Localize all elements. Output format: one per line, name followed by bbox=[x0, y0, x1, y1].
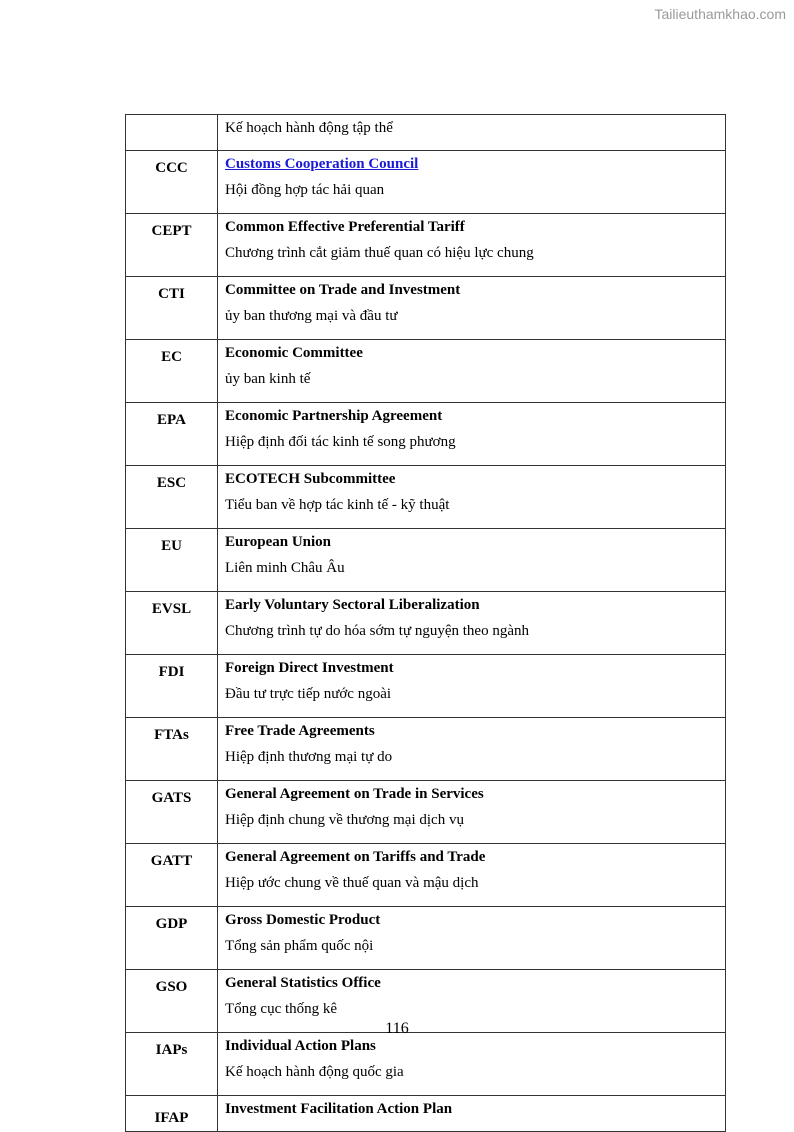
table-row bbox=[126, 907, 726, 970]
english-term: Economic Partnership Agreement bbox=[225, 408, 443, 424]
english-term: Early Voluntary Sectoral Liberalization bbox=[225, 597, 480, 613]
table-row bbox=[126, 466, 726, 529]
abbr-code: IAPs bbox=[126, 1033, 218, 1096]
table-row bbox=[126, 403, 726, 466]
table-row bbox=[126, 844, 726, 907]
english-term: General Agreement on Tariffs and Trade bbox=[225, 849, 486, 865]
vietnamese-meaning: Kế hoạch hành động quốc gia bbox=[225, 1064, 404, 1080]
vietnamese-meaning: Hiệp ước chung về thuế quan và mậu dịch bbox=[225, 875, 479, 891]
watermark: Tailieuthamkhao.com bbox=[654, 6, 786, 22]
table-row bbox=[126, 1033, 726, 1096]
vietnamese-meaning: Chương trình cắt giảm thuế quan có hiệu lực chung bbox=[225, 245, 534, 261]
table-row bbox=[126, 718, 726, 781]
english-term: Individual Action Plans bbox=[225, 1038, 376, 1054]
table-row bbox=[126, 1096, 726, 1132]
vietnamese-meaning: Tổng sản phẩm quốc nội bbox=[225, 938, 374, 954]
vietnamese-meaning: ủy ban thương mại và đầu tư bbox=[225, 308, 398, 324]
english-term: Committee on Trade and Investment bbox=[225, 282, 461, 298]
abbr-code: EU bbox=[126, 529, 218, 592]
abbr-code: GSO bbox=[126, 970, 218, 1033]
vietnamese-meaning: Đầu tư trực tiếp nước ngoài bbox=[225, 686, 392, 702]
vietnamese-meaning: Liên minh Châu Âu bbox=[225, 560, 345, 576]
vietnamese-meaning: Tiểu ban về hợp tác kinh tế - kỹ thuật bbox=[225, 497, 450, 513]
abbr-code: EC bbox=[126, 340, 218, 403]
vietnamese-meaning: Hiệp định chung về thương mại dịch vụ bbox=[225, 812, 464, 828]
abbr-code: GATT bbox=[126, 844, 218, 907]
abbr-code: CCC bbox=[126, 151, 218, 214]
vietnamese-meaning: Kế hoạch hành động tập thể bbox=[225, 120, 393, 136]
english-term: Investment Facilitation Action Plan bbox=[225, 1101, 453, 1117]
english-term: General Agreement on Trade in Services bbox=[225, 786, 484, 802]
abbr-code: EPA bbox=[126, 403, 218, 466]
vietnamese-meaning: Tổng cục thống kê bbox=[225, 1001, 338, 1017]
abbr-code: IFAP bbox=[126, 1096, 218, 1132]
english-term: Foreign Direct Investment bbox=[225, 660, 394, 676]
abbr-code: GDP bbox=[126, 907, 218, 970]
table-row bbox=[126, 115, 726, 151]
table-row bbox=[126, 151, 726, 214]
english-term: ECOTECH Subcommittee bbox=[225, 471, 396, 487]
table-row bbox=[126, 340, 726, 403]
vietnamese-meaning: Chương trình tự do hóa sớm tự nguyện theo ngành bbox=[225, 623, 529, 639]
abbr-code: ESC bbox=[126, 466, 218, 529]
vietnamese-meaning: Hiệp định đối tác kinh tế song phương bbox=[225, 434, 456, 450]
vietnamese-meaning: ủy ban kinh tế bbox=[225, 371, 311, 387]
abbr-code: EVSL bbox=[126, 592, 218, 655]
english-term: Free Trade Agreements bbox=[225, 723, 375, 739]
page-number: 116 bbox=[385, 1020, 409, 1037]
abbr-code: CTI bbox=[126, 277, 218, 340]
english-term: Gross Domestic Product bbox=[225, 912, 381, 928]
english-term: European Union bbox=[225, 534, 332, 550]
vietnamese-meaning: Hiệp định thương mại tự do bbox=[225, 749, 393, 765]
table-row bbox=[126, 655, 726, 718]
vietnamese-meaning: Hội đồng hợp tác hải quan bbox=[225, 182, 385, 198]
abbr-code: CEPT bbox=[126, 214, 218, 277]
abbr-code bbox=[126, 115, 218, 151]
table-row bbox=[126, 529, 726, 592]
table-row bbox=[126, 214, 726, 277]
table-row bbox=[126, 592, 726, 655]
table-row bbox=[126, 781, 726, 844]
english-term: Economic Committee bbox=[225, 345, 363, 361]
abbreviation-table bbox=[125, 114, 726, 1132]
abbr-code: GATS bbox=[126, 781, 218, 844]
english-term-link[interactable]: Customs Cooperation Council bbox=[225, 156, 419, 172]
english-term: Common Effective Preferential Tariff bbox=[225, 219, 465, 235]
english-term: General Statistics Office bbox=[225, 975, 381, 991]
table-row bbox=[126, 277, 726, 340]
abbr-code: FTAs bbox=[126, 718, 218, 781]
abbr-code: FDI bbox=[126, 655, 218, 718]
